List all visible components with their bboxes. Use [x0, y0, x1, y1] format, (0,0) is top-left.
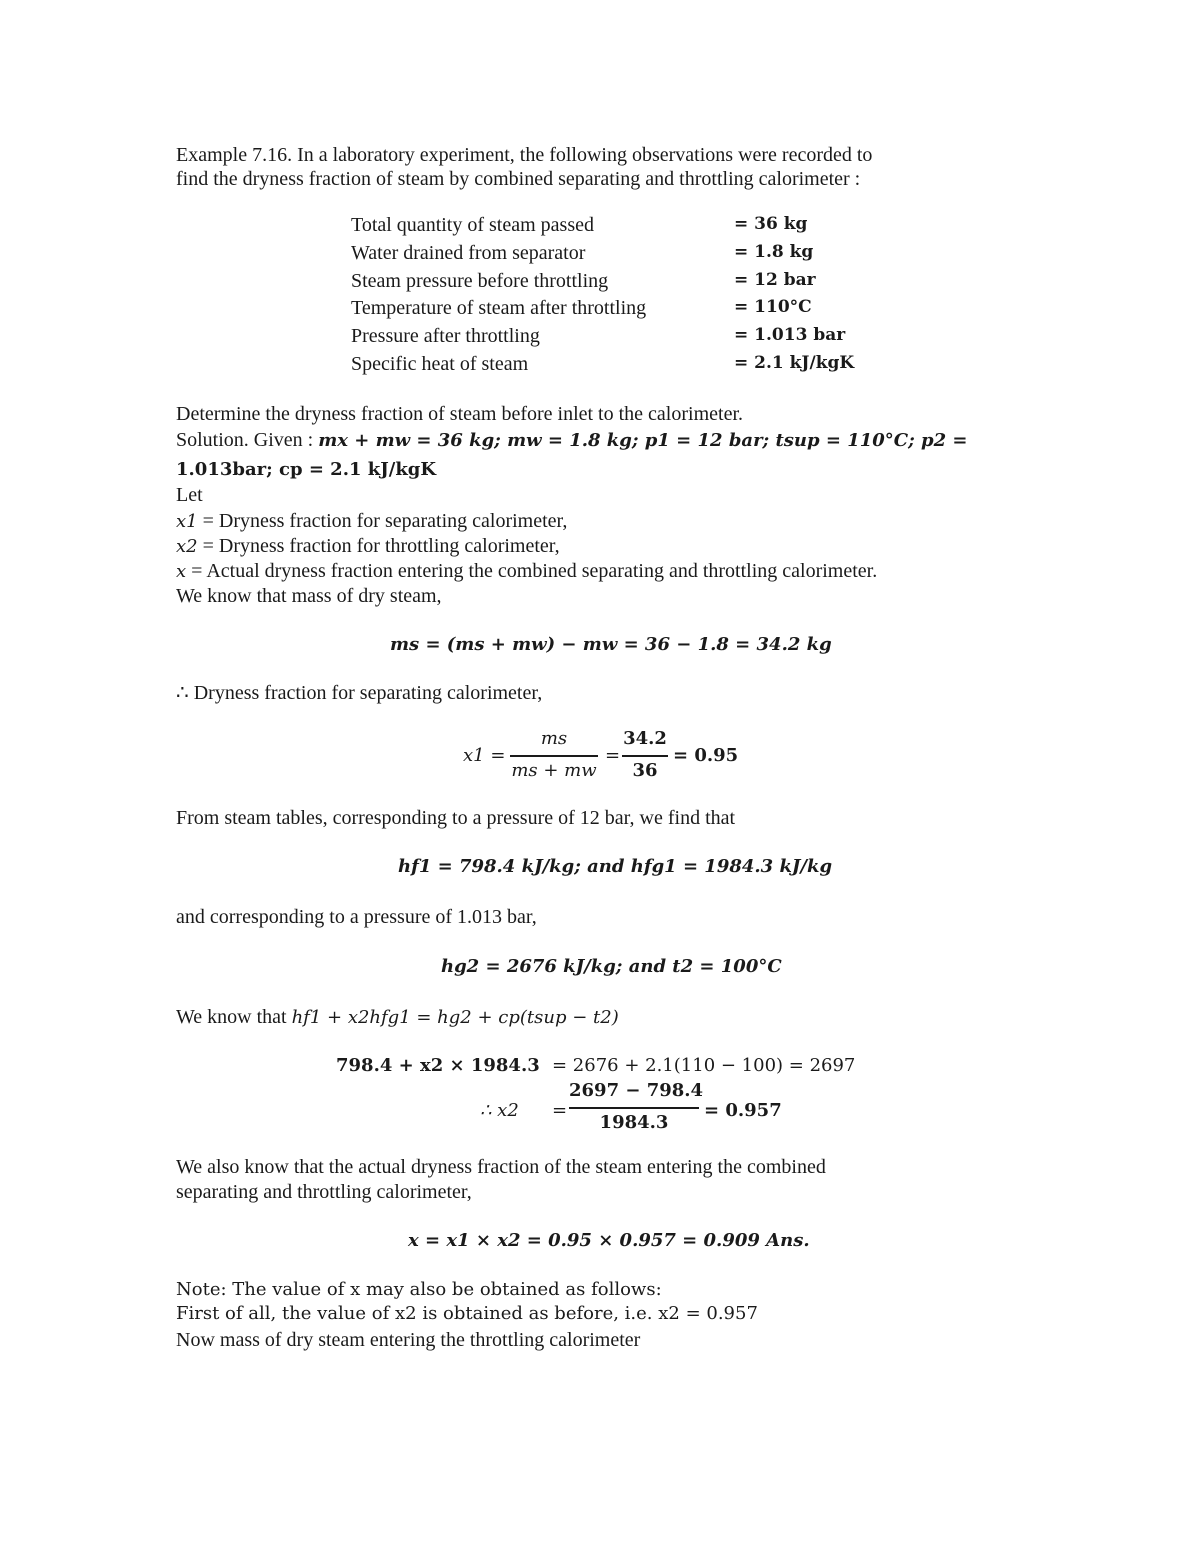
observation-label: Steam pressure before throttling — [351, 270, 609, 292]
know-dry-mass-text: We know that mass of dry steam, — [176, 585, 442, 607]
definition-text: = Actual dryness fraction entering the combined separating and throttling calorimeter. — [186, 560, 878, 582]
definition-x2 — [176, 534, 560, 559]
observation-value: = 1.013 bar — [734, 325, 846, 345]
fraction-ms-over-total — [510, 728, 598, 784]
therefore-separating-text: ∴ Dryness fraction for separating calorimeter, — [176, 682, 543, 704]
steam-tables-12bar-text: From steam tables, corresponding to a pressure of 12 bar, we find that — [176, 807, 736, 829]
observation-label: Pressure after throttling — [351, 325, 540, 347]
fraction-x2 — [569, 1080, 704, 1136]
equation-hg2: hg2 = 2676 kJ/kg; and t2 = 100°C — [441, 956, 782, 977]
observation-row — [351, 270, 871, 297]
definition-symbol: x1 — [176, 511, 198, 532]
equation-x1-equals: = — [605, 745, 621, 766]
intro-line-1: Example 7.16. In a laboratory experiment, the following observations were recorded to — [176, 144, 873, 166]
given-values-1: mx + mw = 36 kg; mw = 1.8 kg; p1 = 12 bar; tsup = 110°C; p2 = — [318, 430, 968, 451]
definition-text: = Dryness fraction for throttling calorimeter, — [197, 535, 560, 557]
observation-row — [351, 214, 871, 241]
equation-energy-balance: hf1 + x2hfg1 = hg2 + cp(tsup − t2) — [291, 1007, 619, 1028]
equation-x1-lhs: x1 = — [463, 745, 506, 766]
note-line-2: First of all, the value of x2 is obtained as before, i.e. x2 = 0.957 — [176, 1303, 758, 1324]
observation-value: = 2.1 kJ/kgK — [734, 353, 855, 373]
fraction-denominator: ms + mw — [511, 760, 597, 781]
definition-x — [176, 559, 877, 584]
steam-tables-1013bar-text: and corresponding to a pressure of 1.013 bar, — [176, 906, 537, 928]
equation-x1-result: = 0.95 — [673, 745, 739, 766]
definition-x1 — [176, 509, 567, 534]
equation-final-dryness: x = x1 × x2 = 0.95 × 0.957 = 0.909 Ans. — [408, 1230, 810, 1251]
equation-enthalpy-12bar: hf1 = 798.4 kJ/kg; and hfg1 = 1984.3 kJ/kg — [398, 856, 833, 877]
fraction-denominator: 36 — [632, 760, 658, 781]
question-text: Determine the dryness fraction of steam before inlet to the calorimeter. — [176, 403, 744, 425]
observation-row — [351, 325, 871, 352]
fraction-bar — [622, 755, 668, 757]
observation-value: = 36 kg — [734, 214, 808, 234]
given-prefix: Solution. Given : — [176, 429, 319, 451]
equation-line2-lhs: ∴ x2 — [480, 1100, 519, 1121]
observation-label: Temperature of steam after throttling — [351, 297, 647, 319]
let-label: Let — [176, 484, 203, 506]
note-line-3: Now mass of dry steam entering the throttling calorimeter — [176, 1329, 641, 1351]
equation-line1-lhs: 798.4 + x2 × 1984.3 — [336, 1055, 540, 1076]
fraction-numerator: ms — [540, 728, 568, 749]
note-line-1: Note: The value of x may also be obtained as follows: — [176, 1279, 662, 1300]
equation-dry-mass: ms = (ms + mw) − mw = 36 − 1.8 = 34.2 kg — [390, 634, 832, 655]
fraction-bar — [510, 755, 598, 757]
observation-value: = 110°C — [734, 297, 812, 317]
fraction-numerator: 34.2 — [623, 728, 667, 749]
actual-dryness-line-1: We also know that the actual dryness fraction of the steam entering the combined — [176, 1156, 826, 1178]
observation-row — [351, 242, 871, 269]
fraction-denominator: 1984.3 — [599, 1112, 669, 1133]
energy-equation-line — [176, 1005, 619, 1030]
observation-label: Total quantity of steam passed — [351, 214, 594, 236]
observation-row — [351, 297, 871, 324]
know-energy-text: We know that — [176, 1006, 292, 1028]
given-line-1 — [176, 428, 967, 453]
definition-text: = Dryness fraction for separating calorimeter, — [197, 510, 568, 532]
equation-line2-result: = 0.957 — [704, 1100, 782, 1121]
fraction-numerator: 2697 − 798.4 — [569, 1080, 704, 1101]
observation-value: = 1.8 kg — [734, 242, 814, 262]
observation-row — [351, 353, 871, 380]
observation-value: = 12 bar — [734, 270, 816, 290]
fraction-bar — [569, 1107, 699, 1109]
observation-label: Specific heat of steam — [351, 353, 529, 375]
equation-line2-equals: = — [552, 1100, 568, 1121]
actual-dryness-line-2: separating and throttling calorimeter, — [176, 1181, 472, 1203]
definition-symbol: x2 — [176, 536, 198, 557]
intro-line-2: find the dryness fraction of steam by combined separating and throttling calorimeter : — [176, 168, 861, 190]
observation-label: Water drained from separator — [351, 242, 586, 264]
fraction-numeric — [622, 728, 668, 784]
given-line-2: 1.013bar; cp = 2.1 kJ/kgK — [176, 459, 437, 480]
definition-symbol: x — [176, 561, 187, 582]
equation-line1-rhs: = 2676 + 2.1(110 − 100) = 2697 — [552, 1055, 856, 1076]
